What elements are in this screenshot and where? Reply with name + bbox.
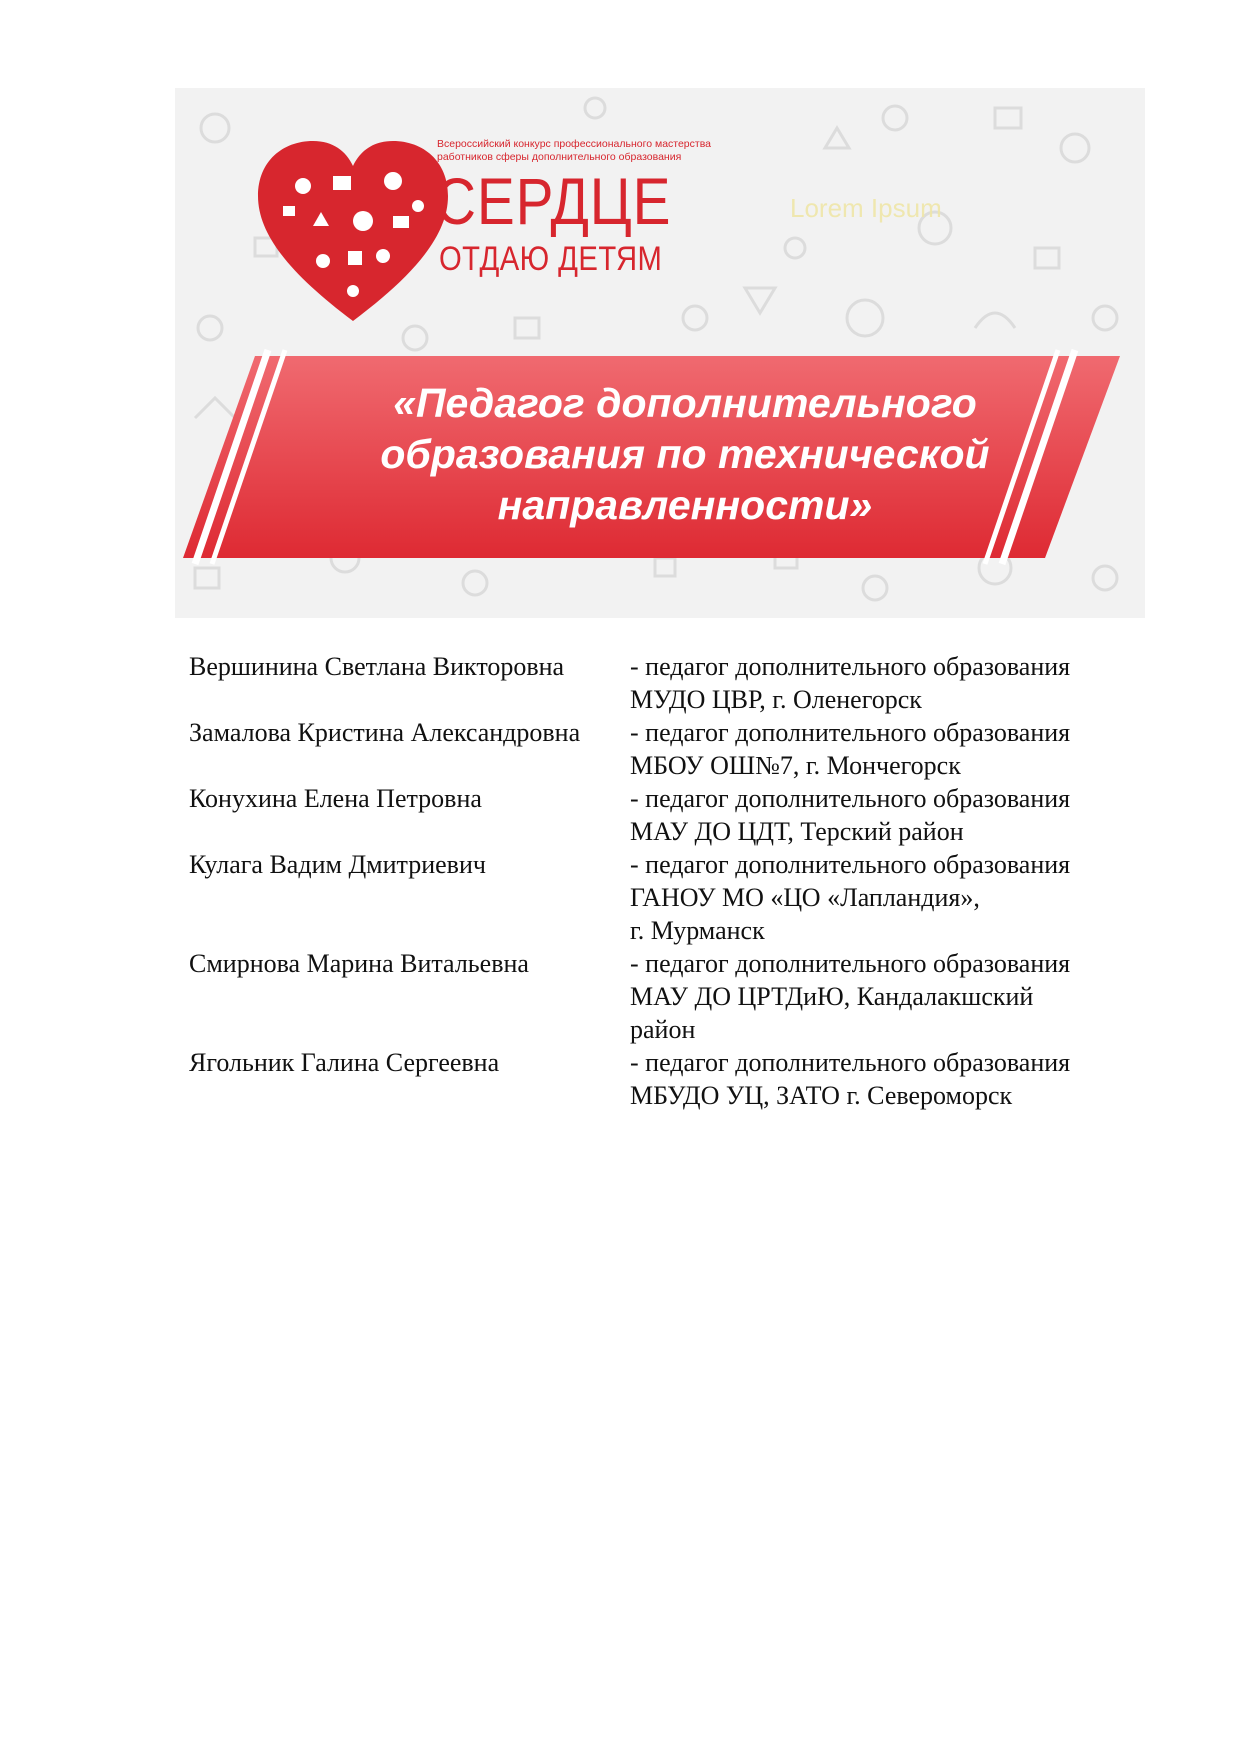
participant-description — [630, 848, 1137, 947]
participant-name: Вершинина Светлана Викторовна — [189, 652, 565, 681]
contest-banner — [175, 88, 1145, 618]
nomination-title-line3: направленности» — [497, 482, 873, 528]
nomination-ribbon — [175, 88, 1145, 618]
participant-desc-line: - педагог дополнительного образования — [630, 784, 1071, 813]
contest-subtitle-line2: работников сферы дополнительного образования — [437, 151, 682, 163]
placeholder-watermark-text: Lorem Ipsum — [790, 193, 942, 223]
participant-desc-line: МАУ ДО ЦРТДиЮ, Кандалакшский — [630, 982, 1034, 1011]
participant-description — [630, 650, 1137, 716]
participant-desc-line: МБОУ ОШ№7, г. Мончегорск — [630, 751, 961, 780]
participant-description — [630, 947, 1137, 1046]
participant-name: Ягольник Галина Сергеевна — [189, 1048, 500, 1077]
participant-desc-line: район — [630, 1015, 696, 1044]
participant-description — [630, 1046, 1137, 1112]
participant-desc-line: - педагог дополнительного образования — [630, 652, 1071, 681]
participants-list — [189, 650, 1137, 1112]
participant-desc-line: г. Мурманск — [630, 916, 765, 945]
participant-desc-line: - педагог дополнительного образования — [630, 850, 1071, 879]
list-item — [189, 1046, 1137, 1112]
participant-desc-line: - педагог дополнительного образования — [630, 1048, 1071, 1077]
participant-desc-line: - педагог дополнительного образования — [630, 949, 1071, 978]
participant-desc-line: МБУДО УЦ, ЗАТО г. Североморск — [630, 1081, 1013, 1110]
logo-subtitle: ОТДАЮ ДЕТЯМ — [439, 240, 663, 278]
list-item — [189, 716, 1137, 782]
list-item — [189, 947, 1137, 1046]
participant-desc-line: МАУ ДО ЦДТ, Терский район — [630, 817, 964, 846]
list-item — [189, 650, 1137, 716]
list-item — [189, 848, 1137, 947]
nomination-title — [325, 378, 1045, 531]
participant-name: Кулага Вадим Дмитриевич — [189, 850, 486, 879]
participant-name: Замалова Кристина Александровна — [189, 718, 581, 747]
participant-name: Смирнова Марина Витальевна — [189, 949, 529, 978]
participant-description — [630, 716, 1137, 782]
participant-desc-line: МУДО ЦВР, г. Оленегорск — [630, 685, 922, 714]
contest-subtitle-line1: Всероссийский конкурс профессионального мастерства — [437, 138, 712, 150]
nomination-title-line2: образования по технической — [380, 431, 990, 477]
participant-name: Конухина Елена Петровна — [189, 784, 482, 813]
list-item — [189, 782, 1137, 848]
participant-description — [630, 782, 1137, 848]
participant-desc-line: ГАНОУ МО «ЦО «Лапландия», — [630, 883, 980, 912]
logo-title: СЕРДЦЕ — [435, 164, 672, 238]
participant-desc-line: - педагог дополнительного образования — [630, 718, 1071, 747]
nomination-title-line1: «Педагог дополнительного — [393, 380, 977, 426]
